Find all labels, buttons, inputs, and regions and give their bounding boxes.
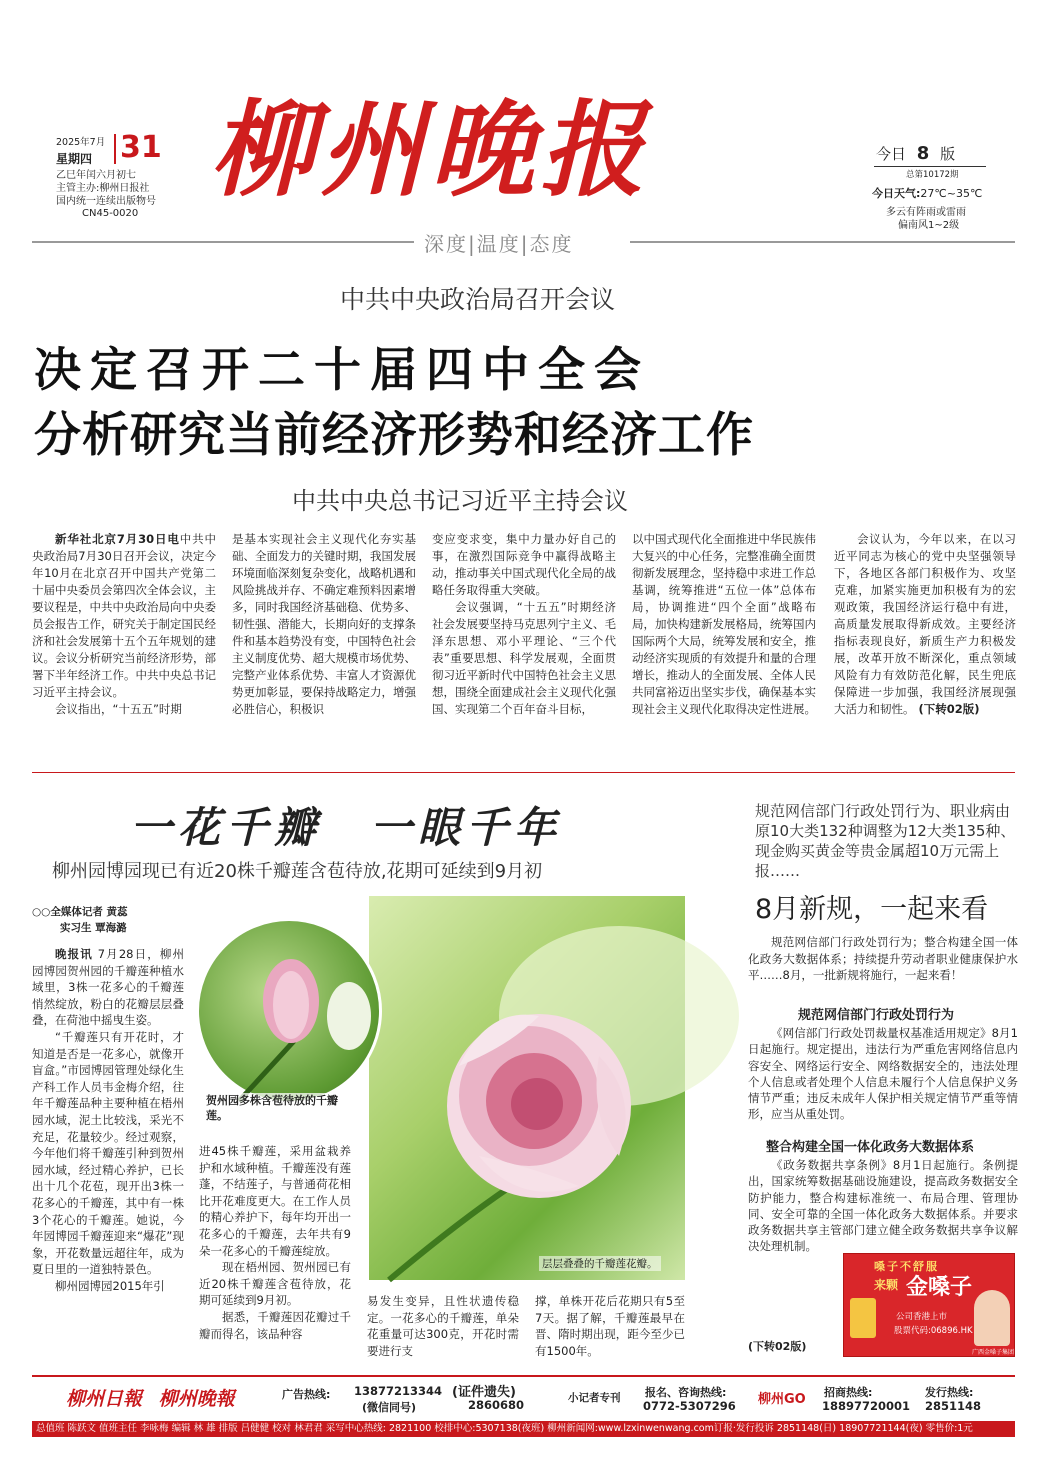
lead-col5-text: 会议认为，今年以来，在以习近平同志为核心的党中央坚强领导下，各地区各部门积极作为、攻坚克难，加紧实施更加积极有为的宏观政策，我国经济运行稳中有进，高质量发展取得新成效。主要经济指标表现良好，新质生产力积极发展，改革开放不断深化，重点领域风险有力有效防范化解，民生兜底保障进一步加强，我国经济展现强大活力和韧性。 (834, 532, 1016, 716)
lotus-body-5: 现在梧州园、贺州园已有近20株千瓣莲含苞待放，花期可延续到9月初。 (199, 1260, 351, 1308)
rules-headline: 8月新规，一起来看 (755, 894, 989, 925)
ad-stock: 股票代码:06896.HK (894, 1326, 973, 1336)
lotus-column-2 (199, 1143, 351, 1342)
bottom-logos (66, 1384, 235, 1411)
date-day: 31 (120, 130, 162, 165)
lead-col3a-text: 变应变求变，集中力量办好自己的事，在激烈国际竞争中赢得战略主动，推动事关中国式现代化全局的战略任务取得重大突破。 (432, 532, 616, 597)
signup-phone: 0772-5307296 (643, 1399, 736, 1413)
lotus-body-4: 进45株千瓣莲，采用盆栽养护和水域种植。千瓣莲没有莲蓬，不结莲子，与普通荷花相比开花难度更大。在工作人员的精心养护下，每年均开出一花多心的千瓣莲，去年共有9朵一花多心的千瓣莲绽放。 (199, 1144, 351, 1258)
sponsor: 主管主办:柳州日报社 (56, 183, 150, 194)
section-divider (32, 772, 1015, 773)
ad-spokesperson-icon (974, 1290, 1010, 1346)
lotus-column-4: 撑，单株开花后花期只有5至7天。据了解，千瓣莲最早在晋、隋时期出现，距今至少已有1500年。 (535, 1294, 685, 1358)
ad-brand: 金嗓子 (906, 1274, 973, 1300)
recruit-label: 招商热线: (824, 1386, 873, 1399)
lunar-date: 乙巳年闰六月初七 (56, 170, 136, 181)
rules-subhead-2: 整合构建全国一体化政务大数据体系 (766, 1140, 975, 1155)
weather-temp: 27℃~35℃ (920, 187, 983, 200)
lead-subhead: 中共中央总书记习近平主持会议 (292, 487, 628, 515)
slogan: 深度|温度|态度 (424, 232, 574, 256)
recruit-phone: 18897720001 (822, 1399, 911, 1413)
ad-jinsangzi[interactable] (843, 1253, 1046, 1357)
masthead-rule (874, 166, 986, 167)
lead-column-5 (834, 531, 1016, 718)
lotus-photo-round (196, 918, 382, 1104)
lead-column-1 (32, 531, 216, 718)
lead-column-4: 以中国式现代化全面推进中华民族伟大复兴的中心任务，完整准确全面贯彻新发展理念，坚持稳中求进工作总基调，统筹推进“五位一体”总体布局，协调推进“四个全面”战略布局，加快构建新发展格局，统筹国内国际两个大局，统筹发展和安全，推动经济实现质的有效提升和量的合理增长，推动人的全面发展、全体人民共同富裕迈出坚实步伐，确保基本实现社会主义现代化取得决定性进展。 (632, 532, 816, 716)
issn-label: 国内统一连续出版物号 (56, 196, 156, 207)
lotus-photo-large (369, 896, 685, 1280)
rules-jump: (下转02版) (748, 1340, 807, 1353)
date-year-month: 2025年7月 (56, 137, 106, 148)
lotus-byline-2: 实习生 覃海潞 (60, 922, 127, 934)
signup-label: 报名、咨询热线: (645, 1386, 727, 1399)
weather-desc2: 偏南风1~2级 (898, 220, 960, 231)
logo-liuzhou-evening: 柳州晚報 (158, 1388, 235, 1410)
newspaper-logo: 柳州晚报 (210, 88, 651, 211)
ad-line2: 来颗 (874, 1278, 899, 1292)
weather-label: 今日天气: (872, 187, 921, 200)
issue-number: 总第10172期 (906, 170, 959, 180)
rules-para-2-text: 《政务数据共享条例》8月1日起施行。条例提出，国家统筹数据基础设施建设，提高政务数据安全防护能力，整合构建标准统一、布局合理、管理协同、安全可靠的全国一体化政务大数据体系。并要求政务数据共享主管部门建立健全政务数据共享争议解决处理机制。 (748, 1158, 1018, 1254)
lotus-caption-1: 贺州园多株含苞待放的千瓣莲。 (206, 1093, 354, 1123)
weather-desc1: 多云有阵雨或雷雨 (886, 207, 966, 218)
ad-hotline-phone: 13877213344 (354, 1384, 443, 1398)
ad-hotline-wechat: (微信同号) (362, 1401, 417, 1414)
slogan-rule-left (32, 241, 414, 243)
lead-dateline: 新华社北京7月30日电 (55, 532, 180, 546)
lotus-bud-illustration (199, 921, 385, 1107)
rules-para-2 (748, 1157, 1018, 1263)
lead-column-2: 是基本实现社会主义现代化夯实基础、全面发力的关键时期，我国发展环境面临深刻复杂变化，战略机遇和风险挑战并存、不确定难预料因素增多，同时我国经济基础稳、优势多、韧性强、潜能大，长期向好的支撑条件和基本趋势没有变，中国特色社会主义制度优势、超大规模市场优势、完整产业体系优势、丰富人才资源优势更加彰显，要保持战略定力，增强必胜信心，积极识 (232, 532, 416, 716)
lost-doc-label: (证件遗失) (452, 1385, 516, 1400)
rules-para-1-text: 《网信部门行政处罚裁量权基准适用规定》8月1日起施行。规定提出，违法行为严重危害网络信息内容安全、网络运行安全、网络数据安全的，违法处理个人信息或者处理个人信息未履行个人信息保护义务情节严重；违反未成年人保护相关规定情节严重等情形，应当从重处罚。 (748, 1026, 1018, 1122)
ad-product-icon (850, 1298, 876, 1338)
lead-headline-2: 分析研究当前经济形势和经济工作 (34, 408, 754, 463)
lead-col3b-text: 会议强调，“十五五”时期经济社会发展要坚持马克思列宁主义、毛泽东思想、邓小平理论、“三个代表”重要思想、科学发展观，全面贯彻习近平新时代中国特色社会主义思想，围绕全面建成社会主义现代化强国、实现第二个百年奋斗目标， (432, 600, 616, 716)
lotus-byline-1: ○○全媒体记者 黄蕊 (32, 906, 128, 918)
lotus-column-1 (32, 946, 184, 1294)
ad-hotline-label: 广告热线: (282, 1388, 331, 1401)
distribution-phone: 2851148 (925, 1399, 982, 1413)
lead-kicker: 中共中央政治局召开会议 (340, 285, 616, 314)
lotus-body-6: 据悉，千瓣莲因花瓣过千瓣而得名，该品种容 (199, 1309, 351, 1341)
lotus-body-1: 7月28日，柳州园博园贺州园的千瓣莲种植水域里，3株一花多心的千瓣莲悄然绽放，粉白的花瓣层层叠叠，在荷池中摇曳生姿。 (32, 947, 185, 1028)
weekday: 星期四 (56, 152, 93, 166)
lotus-body-3: 柳州园博园2015年引 (55, 1278, 165, 1293)
cn-number: CN45-0020 (82, 208, 139, 219)
rules-intro-text: 规范网信部门行政处罚行为；整合构建全国一体化政务大数据体系；持续提升劳动者职业健康保护水平……8月，一批新规将施行，一起来看！ (748, 935, 1018, 982)
liuzhou-go: 柳州GO (758, 1392, 806, 1407)
rules-para-1 (748, 1025, 1018, 1123)
page-unit: 版 (940, 145, 956, 163)
distribution-label: 发行热线: (925, 1386, 974, 1399)
lotus-subhead: 柳州园博园现已有近20株千瓣莲含苞待放,花期可延续到9月初 (52, 861, 543, 882)
lotus-lead-tag: 晚报讯 (55, 947, 93, 961)
lotus-column-3: 易发生变异，且性状遗传稳定。一花多心的千瓣莲，单朵花重量可达300克，开花时需要进行支 (367, 1294, 519, 1358)
lotus-caption-2: 层层叠叠的千瓣莲花瓣。 (539, 1256, 661, 1271)
lotus-byline (32, 904, 127, 936)
today-pages (876, 143, 955, 164)
lotus-body-2: “千瓣莲只有开花时，才知道是否是一花多心，就像开盲盒。”市园博园管理处绿化生产科工作人员韦金梅介绍，往年千瓣莲品种主要种植在梧州园水域，泥土比较浅，采光不充足，花量较少。经过观察，今年他们将千瓣莲引种到贺州园水域，经过精心养护，已长出十几个花苞，现开出3株一花多心的千瓣莲，其中有一株3个花心的千瓣莲。她说，今年园博园千瓣莲迎来“爆花”现象，开花数量远超往年，成为夏日里的一道独特景色。 (32, 1029, 184, 1277)
footer-bar: 总值班 陈跃文 值班主任 李咏梅 编辑 林 雄 排版 吕健健 校对 林君君 采写中心热线: 2821100 校排中心:5307138(夜班) 柳州新闻网:www.lzxinwenwang.com订报·发行投诉 2851148(日) 18907721144(夜) 零售价:1元 (32, 1421, 1015, 1437)
ad-note: 广西金嗓子集团 荣获人一级 (972, 1349, 1046, 1356)
lead-column-3 (432, 531, 616, 718)
bottom-rule (32, 1375, 1015, 1377)
logo-liuzhou-daily: 柳州日報 (66, 1388, 143, 1410)
lead-col1-text: 中共中央政治局7月30日召开会议，决定今年10月在北京召开中国共产党第二十届中央委员会第四次全体会议，主要议程是，中共中央政治局向中央委员会报告工作，研究关于制定国民经济和社会发展第十五个五年规划的建议。会议分析研究当前经济形势，部署下半年经济工作。中共中央总书记习近平主持会议。 (32, 532, 216, 699)
lead-headline-1: 决定召开二十届四中全会 (34, 343, 650, 398)
rules-intro (748, 934, 1018, 984)
lotus-flower-illustration (369, 896, 685, 1280)
lead-col1b-text: 会议指出，“十五五”时期 (55, 702, 182, 716)
ad-company: 公司香港上市 (896, 1312, 948, 1322)
date-divider (114, 134, 116, 164)
rules-subhead-1: 规范网信部门行政处罚行为 (798, 1008, 955, 1023)
today-label: 今日 (876, 145, 907, 163)
page-count: 8 (916, 143, 930, 164)
lead-jump: (下转02版) (918, 702, 980, 716)
lotus-headline: 一花千瓣 一眼千年 (130, 803, 563, 852)
reporter-special: 小记者专刊 (568, 1392, 621, 1404)
rules-teaser: 规范网信部门行政处罚行为、职业病由原10大类132种调整为12大类135种、现金购买黄金等贵金属超10万元需上报…… (755, 802, 1016, 880)
slogan-rule-right (630, 241, 1015, 243)
lost-doc-phone: 2860680 (468, 1398, 525, 1412)
weather (872, 185, 982, 201)
ad-line1: 嗓子不舒服 (874, 1260, 939, 1273)
